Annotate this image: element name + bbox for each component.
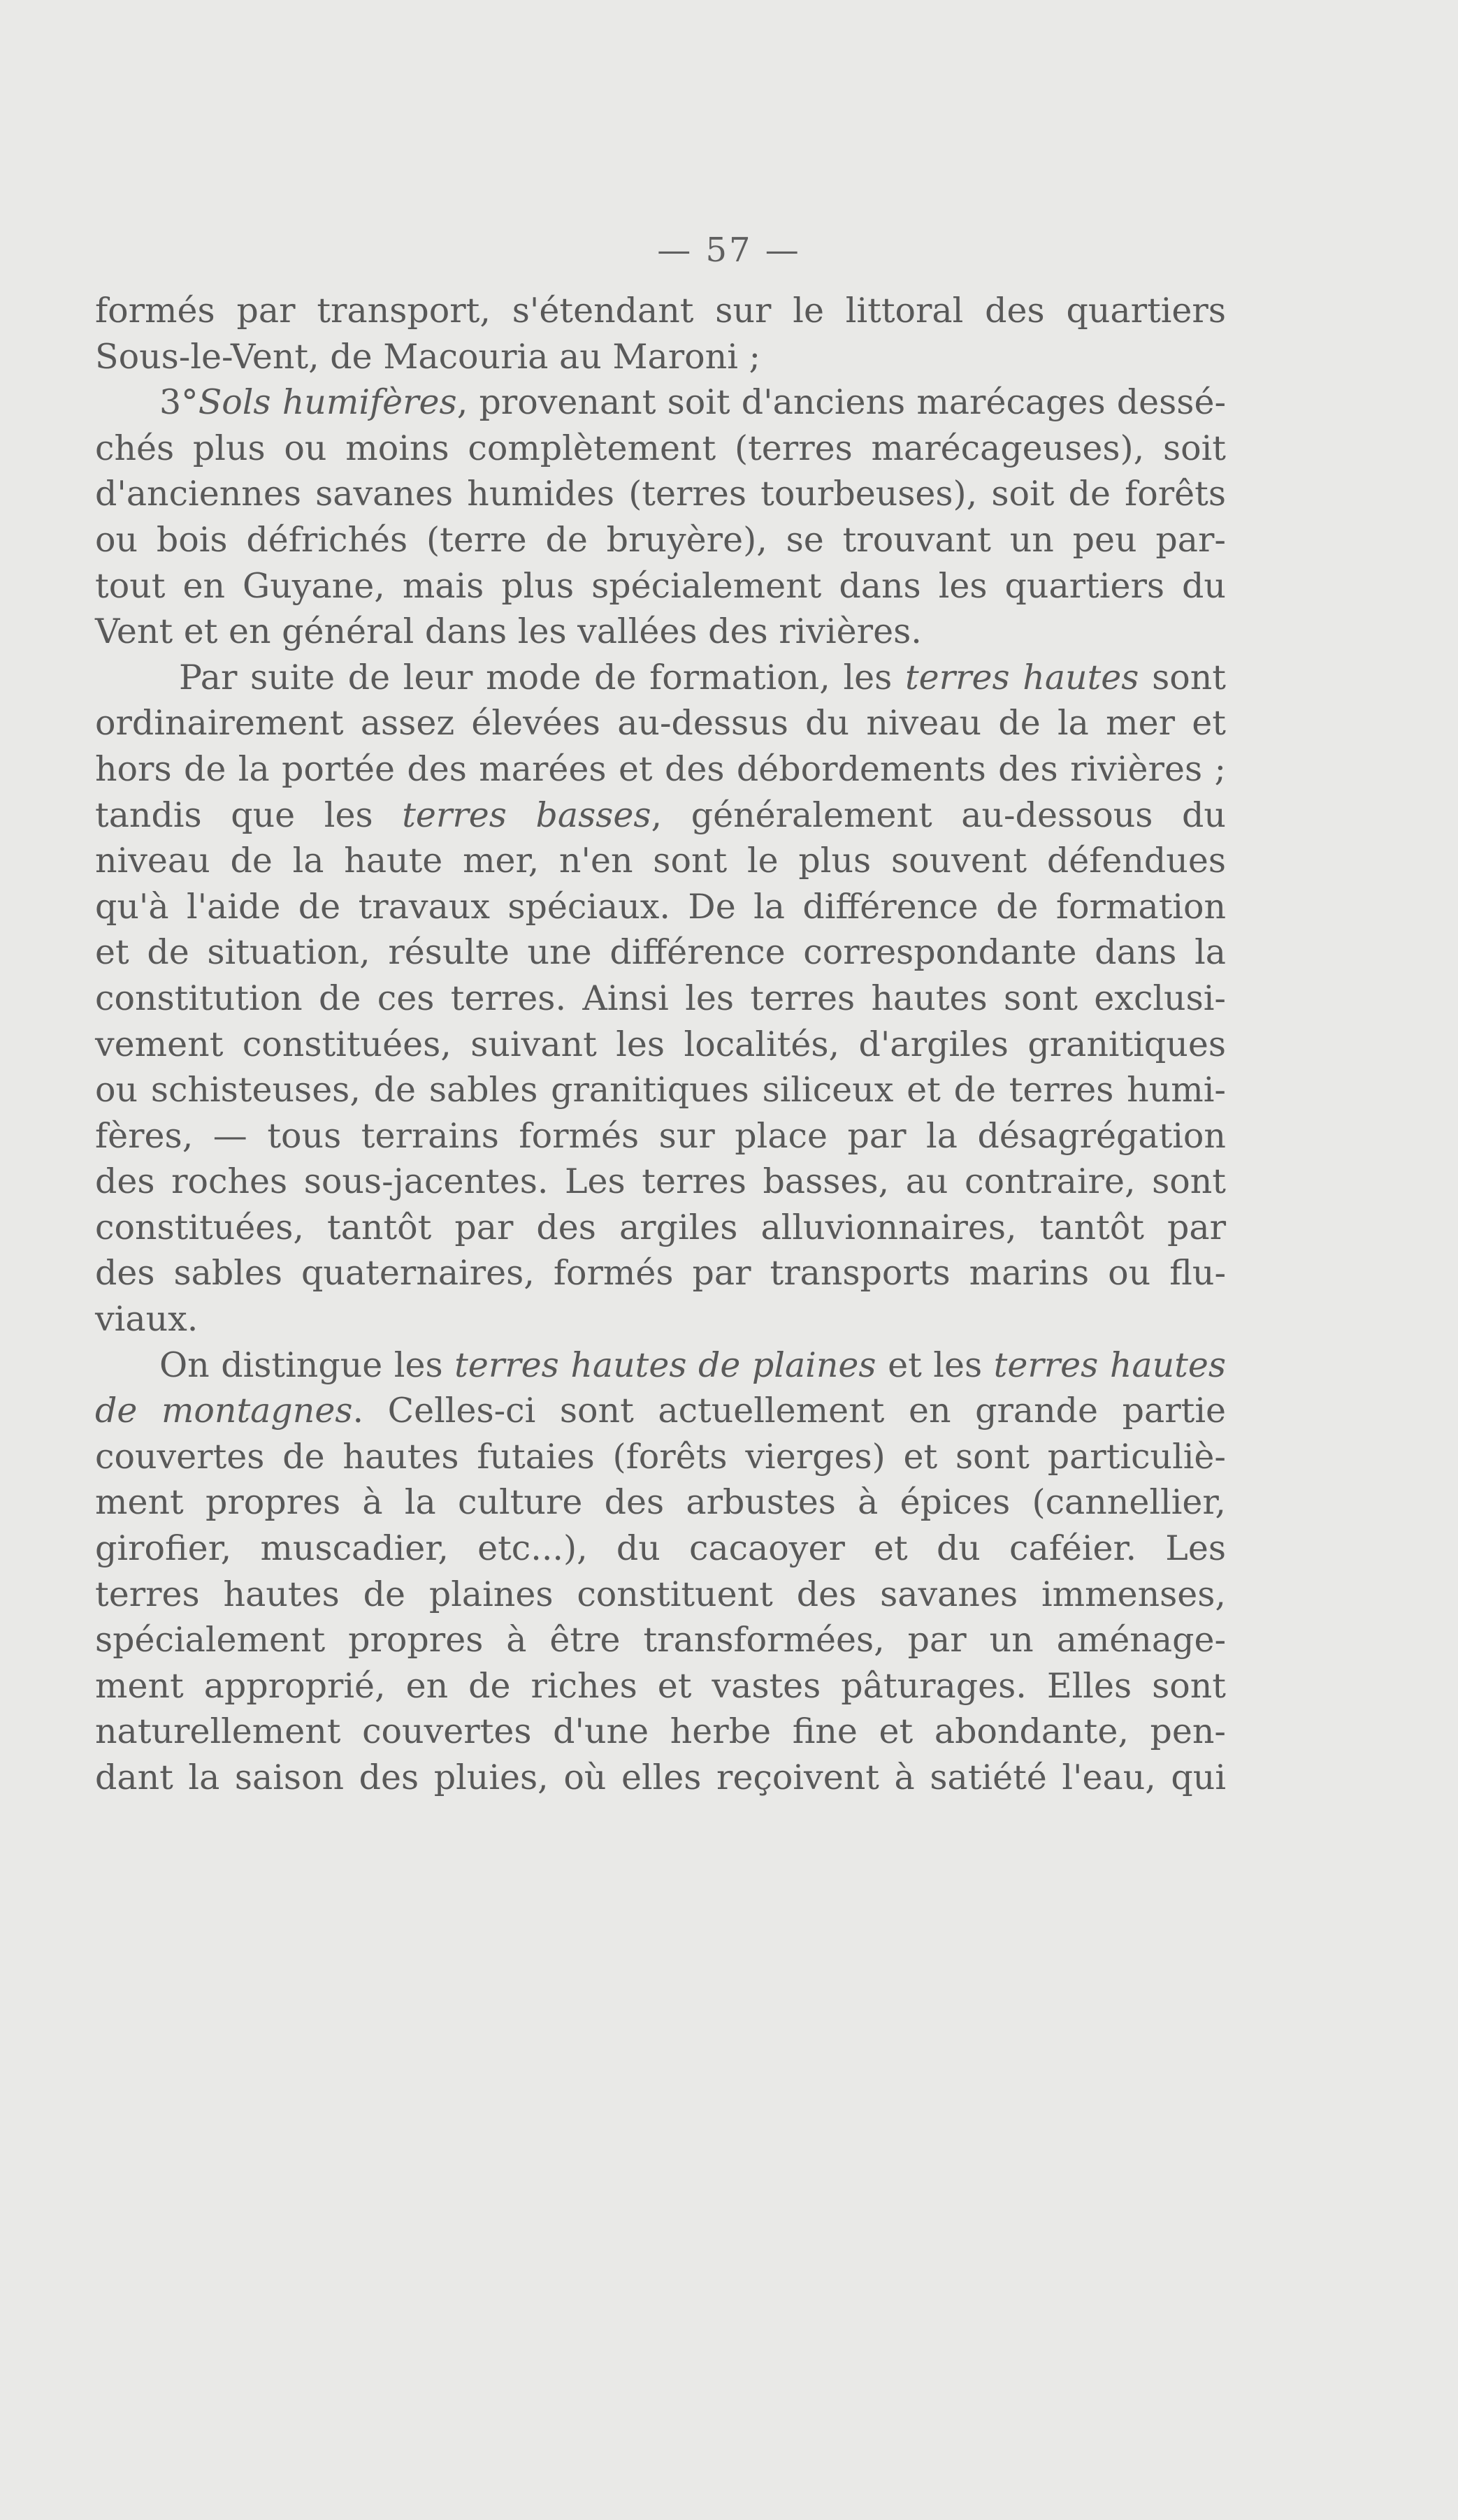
text-line: des sables quaternaires, formés par transports marins ou flu-: [95, 1253, 1226, 1294]
text-line: d'anciennes savanes humides (terres tourbeuses), soit de forêts: [95, 474, 1226, 514]
text-line: des roches sous-jacentes. Les terres basses, au contraire, sont: [95, 1161, 1226, 1202]
text-line: spécialement propres à être transformées, par un aménage-: [95, 1620, 1226, 1660]
text-line: 3°Sols humifères, provenant soit d'anciens marécages dessé-: [159, 382, 1227, 423]
italic-term: terres hautes: [904, 657, 1139, 697]
page-number: — 57 —: [657, 231, 801, 270]
italic-term: terres hautes de plaines: [454, 1345, 876, 1385]
text-line: ordinairement assez élevées au-dessus du niveau de la mer et: [95, 703, 1226, 744]
text-line: ou schisteuses, de sables granitiques siliceux et de terres humi-: [95, 1070, 1226, 1110]
text-line: couvertes de hautes futaies (forêts vierges) et sont particuliè-: [95, 1436, 1226, 1477]
text-line: dant la saison des pluies, où elles reçoivent à satiété l'eau, qui: [95, 1758, 1226, 1797]
body-text: [95, 288, 1226, 1801]
text-line: vement constituées, suivant les localités, d'argiles granitiques: [95, 1024, 1226, 1064]
text-line: qu'à l'aide de travaux spéciaux. De la différence de formation: [95, 886, 1226, 927]
text-line: Sous-le-Vent, de Macouria au Maroni ;: [95, 336, 760, 377]
text-line: fères, — tous terrains formés sur place par la désagrégation: [95, 1115, 1226, 1156]
text-line: constitution de ces terres. Ainsi les terres hautes sont exclusi-: [95, 978, 1226, 1018]
text-line: ment propres à la culture des arbustes à épices (cannellier,: [95, 1482, 1226, 1523]
text-line: ou bois défrichés (terre de bruyère), se trouvant un peu par-: [95, 519, 1226, 560]
text-line: et de situation, résulte une différence correspondante dans la: [95, 932, 1226, 973]
text-line: On distingue les terres hautes de plaines et les terres hautes: [159, 1345, 1226, 1385]
text-line: terres hautes de plaines constituent des savanes immenses,: [95, 1574, 1226, 1614]
text-line: Par suite de leur mode de formation, les terres hautes sont: [179, 657, 1226, 697]
italic-term: terres hautes: [993, 1345, 1226, 1385]
text-line: naturellement couvertes d'une herbe fine et abondante, pen-: [95, 1711, 1226, 1752]
text-line: formés par transport, s'étendant sur le littoral des quartiers: [95, 291, 1226, 331]
italic-term: de montagnes: [95, 1391, 353, 1431]
text-line: de montagnes. Celles-ci sont actuellement en grande partie: [95, 1391, 1227, 1431]
text-line: ment approprié, en de riches et vastes pâturages. Elles sont: [95, 1665, 1226, 1706]
italic-term: terres basses: [402, 795, 651, 835]
italic-term: Sols humifères: [198, 382, 457, 423]
text-line: niveau de la haute mer, n'en sont le plus souvent défendues: [95, 841, 1226, 881]
text-line: chés plus ou moins complètement (terres marécageuses), soit: [95, 428, 1226, 468]
text-line: girofier, muscadier, etc...), du cacaoyer et du caféier. Les: [95, 1528, 1226, 1569]
text-line: constituées, tantôt par des argiles alluvionnaires, tantôt par: [95, 1207, 1226, 1247]
text-line: Vent et en général dans les vallées des rivières.: [95, 611, 922, 652]
text-line: hors de la portée des marées et des débordements des rivières ;: [95, 748, 1226, 789]
text-line: tandis que les terres basses, généralement au-dessous du: [95, 795, 1226, 835]
text-line: viaux.: [95, 1299, 199, 1340]
text-line: tout en Guyane, mais plus spécialement dans les quartiers du: [95, 565, 1226, 606]
